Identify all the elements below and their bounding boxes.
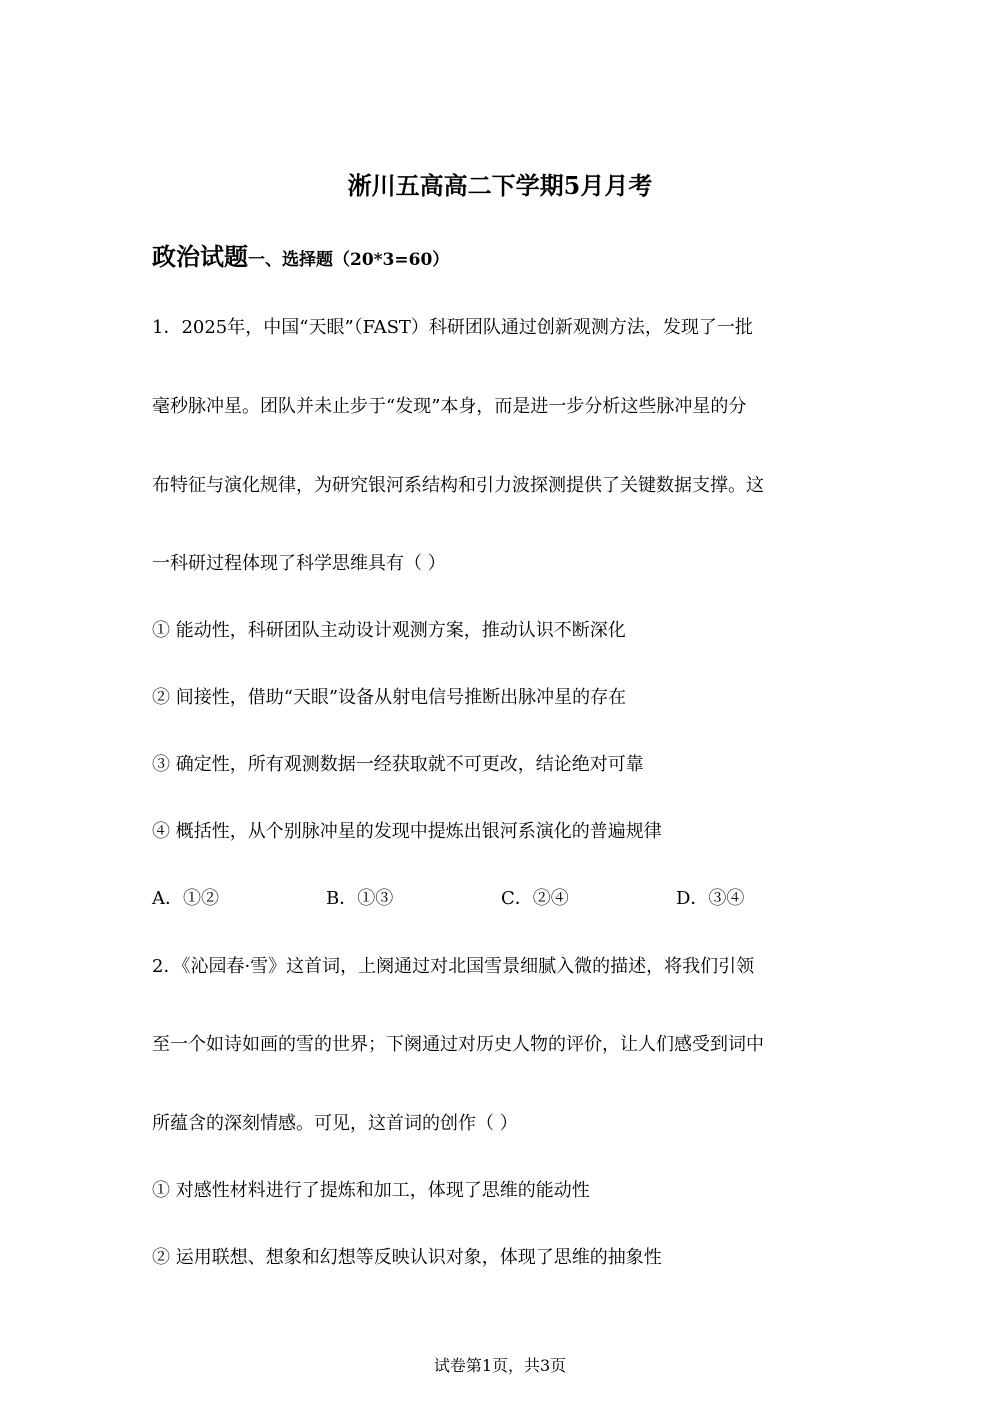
question-2-stem-line-2: 至一个如诗如画的雪的世界；下阕通过对历史人物的评价，让人们感受到词中 (152, 1034, 764, 1055)
question-1-option-a: A．①② (152, 888, 219, 909)
question-1-option-b: B．①③ (326, 888, 394, 909)
question-1-statement-1: ① 能动性，科研团队主动设计观测方案，推动认识不断深化 (152, 620, 626, 641)
question-2-stem-line-1: 2．《沁园春·雪》这首词，上阕通过对北国雪景细腻入微的描述，将我们引领 (152, 956, 755, 977)
question-2-stem-line-3: 所蕴含的深刻情感。可见，这首词的创作（ ） (152, 1113, 518, 1134)
question-1-statement-2: ② 间接性，借助“天眼”设备从射电信号推断出脉冲星的存在 (152, 687, 627, 708)
question-1-stem-line-2: 毫秒脉冲星。团队并未止步于“发现”本身，而是进一步分析这些脉冲星的分 (152, 396, 747, 417)
question-1-statement-4: ④ 概括性，从个别脉冲星的发现中提炼出银河系演化的普遍规律 (152, 821, 662, 842)
section-heading: 一、选择题（20*3=60） (248, 250, 450, 270)
subject-title: 政治试题 (152, 242, 248, 271)
subject-line (152, 240, 449, 277)
exam-title: 淅川五高高二下学期5月月考 (347, 171, 653, 200)
question-1-stem-line-4: 一科研过程体现了科学思维具有（ ） (152, 553, 446, 574)
question-1-statement-3: ③ 确定性，所有观测数据一经获取就不可更改，结论绝对可靠 (152, 754, 644, 775)
question-1-option-c: C．②④ (501, 888, 569, 909)
question-2-statement-2: ② 运用联想、想象和幻想等反映认识对象，体现了思维的抽象性 (152, 1247, 662, 1268)
question-2-statement-1: ① 对感性材料进行了提炼和加工，体现了思维的能动性 (152, 1180, 590, 1201)
page-footer: 试卷第1页，共3页 (433, 1356, 567, 1375)
question-1-option-d: D．③④ (676, 888, 745, 909)
question-1-stem-line-1: 1．2025年，中国“天眼”（FAST）科研团队通过创新观测方法，发现了一批 (152, 317, 753, 338)
question-1-stem-line-3: 布特征与演化规律，为研究银河系结构和引力波探测提供了关键数据支撑。这 (152, 475, 764, 496)
